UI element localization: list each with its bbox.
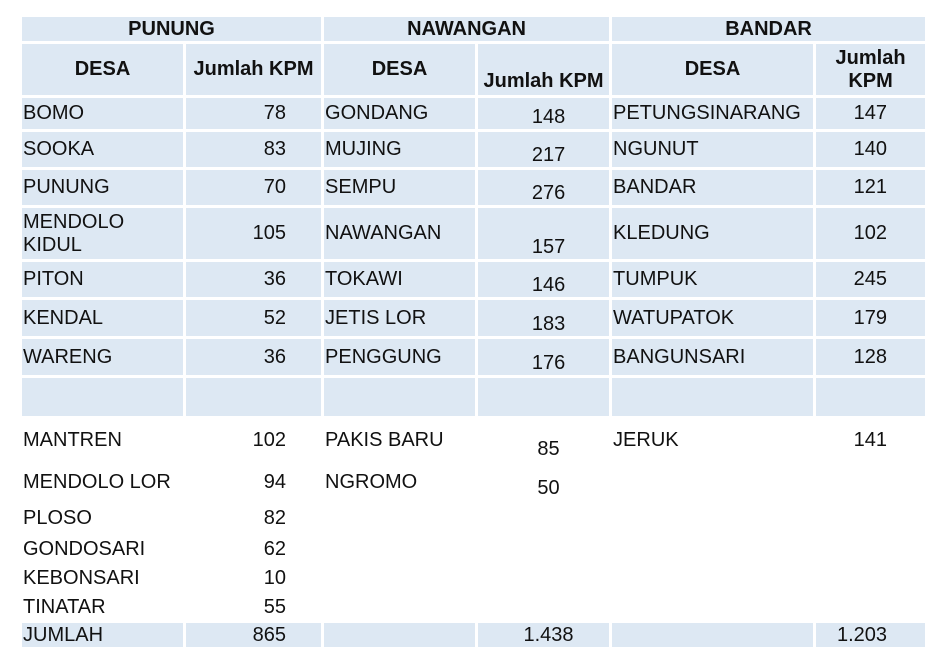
punung-kpm-cell: 70	[186, 170, 324, 208]
column-header-desa-punung: DESA	[22, 44, 186, 98]
nawangan-kpm-cell: 276	[478, 170, 612, 208]
nawangan-desa-cell	[324, 565, 478, 594]
bandar-desa-cell: TUMPUK	[612, 262, 816, 300]
nawangan-desa-cell: NAWANGAN	[324, 208, 478, 262]
nawangan-desa-cell	[324, 594, 478, 623]
nawangan-kpm-cell: 146	[478, 262, 612, 300]
punung-kpm-cell: 102	[186, 419, 324, 464]
punung-desa-cell: MENDOLO KIDUL	[22, 208, 186, 262]
punung-desa-cell: KENDAL	[22, 300, 186, 339]
bandar-kpm-cell	[816, 464, 928, 503]
bandar-kpm-cell: 140	[816, 132, 928, 170]
punung-kpm-cell: 82	[186, 503, 324, 536]
bandar-kpm-cell: 102	[816, 208, 928, 262]
nawangan-kpm-cell	[478, 378, 612, 419]
kpm-table	[22, 17, 928, 650]
punung-desa-cell: PLOSO	[22, 503, 186, 536]
column-header-row	[22, 44, 928, 98]
nawangan-desa-cell: MUJING	[324, 132, 478, 170]
nawangan-kpm-cell: 176	[478, 339, 612, 378]
bandar-kpm-cell: 245	[816, 262, 928, 300]
group-header-punung: PUNUNG	[22, 17, 324, 44]
nawangan-desa-cell	[324, 378, 478, 419]
column-header-jumlah-punung: Jumlah KPM	[186, 44, 324, 98]
punung-kpm-cell: 105	[186, 208, 324, 262]
bandar-desa-cell	[612, 503, 816, 536]
table-row	[22, 300, 928, 339]
table-row	[22, 262, 928, 300]
bandar-kpm-cell: 179	[816, 300, 928, 339]
punung-kpm-cell: 62	[186, 536, 324, 565]
bandar-desa-cell: KLEDUNG	[612, 208, 816, 262]
bandar-desa-cell	[612, 565, 816, 594]
bandar-kpm-cell	[816, 378, 928, 419]
nawangan-desa-cell: PENGGUNG	[324, 339, 478, 378]
nawangan-desa-cell	[324, 536, 478, 565]
table-row	[22, 98, 928, 132]
punung-kpm-cell	[186, 378, 324, 419]
bandar-kpm-cell: 121	[816, 170, 928, 208]
nawangan-desa-cell: NGROMO	[324, 464, 478, 503]
punung-desa-cell: PUNUNG	[22, 170, 186, 208]
punung-kpm-cell: 10	[186, 565, 324, 594]
bandar-desa-cell: WATUPATOK	[612, 300, 816, 339]
bandar-desa-cell: PETUNGSINARANG	[612, 98, 816, 132]
nawangan-kpm-cell: 217	[478, 132, 612, 170]
column-header-jumlah-bandar-line1: Jumlah	[835, 46, 906, 69]
punung-kpm-cell: 36	[186, 339, 324, 378]
punung-desa-cell: GONDOSARI	[22, 536, 186, 565]
bandar-kpm-cell: 128	[816, 339, 928, 378]
table-row	[22, 536, 928, 565]
total-punung: 865	[186, 623, 324, 650]
bandar-desa-cell: BANGUNSARI	[612, 339, 816, 378]
bandar-kpm-cell	[816, 503, 928, 536]
punung-desa-cell: MENDOLO LOR	[22, 464, 186, 503]
table-row	[22, 503, 928, 536]
nawangan-desa-cell: TOKAWI	[324, 262, 478, 300]
punung-desa-cell: BOMO	[22, 98, 186, 132]
nawangan-kpm-cell	[478, 503, 612, 536]
punung-desa-cell	[22, 378, 186, 419]
table-row	[22, 132, 928, 170]
column-header-desa-bandar: DESA	[612, 44, 816, 98]
bandar-kpm-cell: 141	[816, 419, 928, 464]
table-row	[22, 594, 928, 623]
punung-kpm-cell: 52	[186, 300, 324, 339]
nawangan-kpm-cell: 148	[478, 98, 612, 132]
column-header-jumlah-bandar-line2: KPM	[848, 69, 893, 92]
column-header-desa-nawangan: DESA	[324, 44, 478, 98]
nawangan-desa-cell: JETIS LOR	[324, 300, 478, 339]
nawangan-kpm-cell	[478, 594, 612, 623]
punung-desa-cell: TINATAR	[22, 594, 186, 623]
table-row	[22, 419, 928, 464]
bandar-desa-cell: JERUK	[612, 419, 816, 464]
group-header-nawangan: NAWANGAN	[324, 17, 612, 44]
total-bandar-empty	[612, 623, 816, 650]
punung-kpm-cell: 78	[186, 98, 324, 132]
bandar-kpm-cell	[816, 594, 928, 623]
total-row	[22, 623, 928, 650]
table-row	[22, 170, 928, 208]
bandar-desa-cell	[612, 594, 816, 623]
nawangan-kpm-cell: 50	[478, 464, 612, 503]
bandar-desa-cell: BANDAR	[612, 170, 816, 208]
group-header-bandar: BANDAR	[612, 17, 928, 44]
punung-desa-cell: MANTREN	[22, 419, 186, 464]
punung-kpm-cell: 94	[186, 464, 324, 503]
punung-desa-cell: SOOKA	[22, 132, 186, 170]
punung-desa-cell: KEBONSARI	[22, 565, 186, 594]
bandar-kpm-cell	[816, 565, 928, 594]
nawangan-kpm-cell: 157	[478, 208, 612, 262]
nawangan-kpm-cell: 85	[478, 419, 612, 464]
bandar-desa-cell	[612, 464, 816, 503]
nawangan-desa-cell: SEMPU	[324, 170, 478, 208]
bandar-kpm-cell	[816, 536, 928, 565]
table-row	[22, 208, 928, 262]
bandar-desa-cell: NGUNUT	[612, 132, 816, 170]
total-label: JUMLAH	[22, 623, 186, 650]
bandar-desa-cell	[612, 536, 816, 565]
nawangan-desa-cell: GONDANG	[324, 98, 478, 132]
nawangan-kpm-cell: 183	[478, 300, 612, 339]
punung-kpm-cell: 83	[186, 132, 324, 170]
punung-desa-cell: PITON	[22, 262, 186, 300]
column-header-jumlah-nawangan: Jumlah KPM	[478, 44, 612, 98]
total-nawangan-empty	[324, 623, 478, 650]
nawangan-kpm-cell	[478, 565, 612, 594]
bandar-kpm-cell: 147	[816, 98, 928, 132]
group-header-row	[22, 17, 928, 44]
total-bandar: 1.203	[816, 623, 928, 650]
table-row	[22, 464, 928, 503]
nawangan-desa-cell: PAKIS BARU	[324, 419, 478, 464]
nawangan-desa-cell	[324, 503, 478, 536]
nawangan-kpm-cell	[478, 536, 612, 565]
table-row	[22, 339, 928, 378]
table-row	[22, 565, 928, 594]
column-header-jumlah-bandar	[816, 44, 928, 98]
punung-kpm-cell: 36	[186, 262, 324, 300]
punung-kpm-cell: 55	[186, 594, 324, 623]
punung-desa-cell: WARENG	[22, 339, 186, 378]
bandar-desa-cell	[612, 378, 816, 419]
total-nawangan: 1.438	[478, 623, 612, 650]
table-row	[22, 378, 928, 419]
